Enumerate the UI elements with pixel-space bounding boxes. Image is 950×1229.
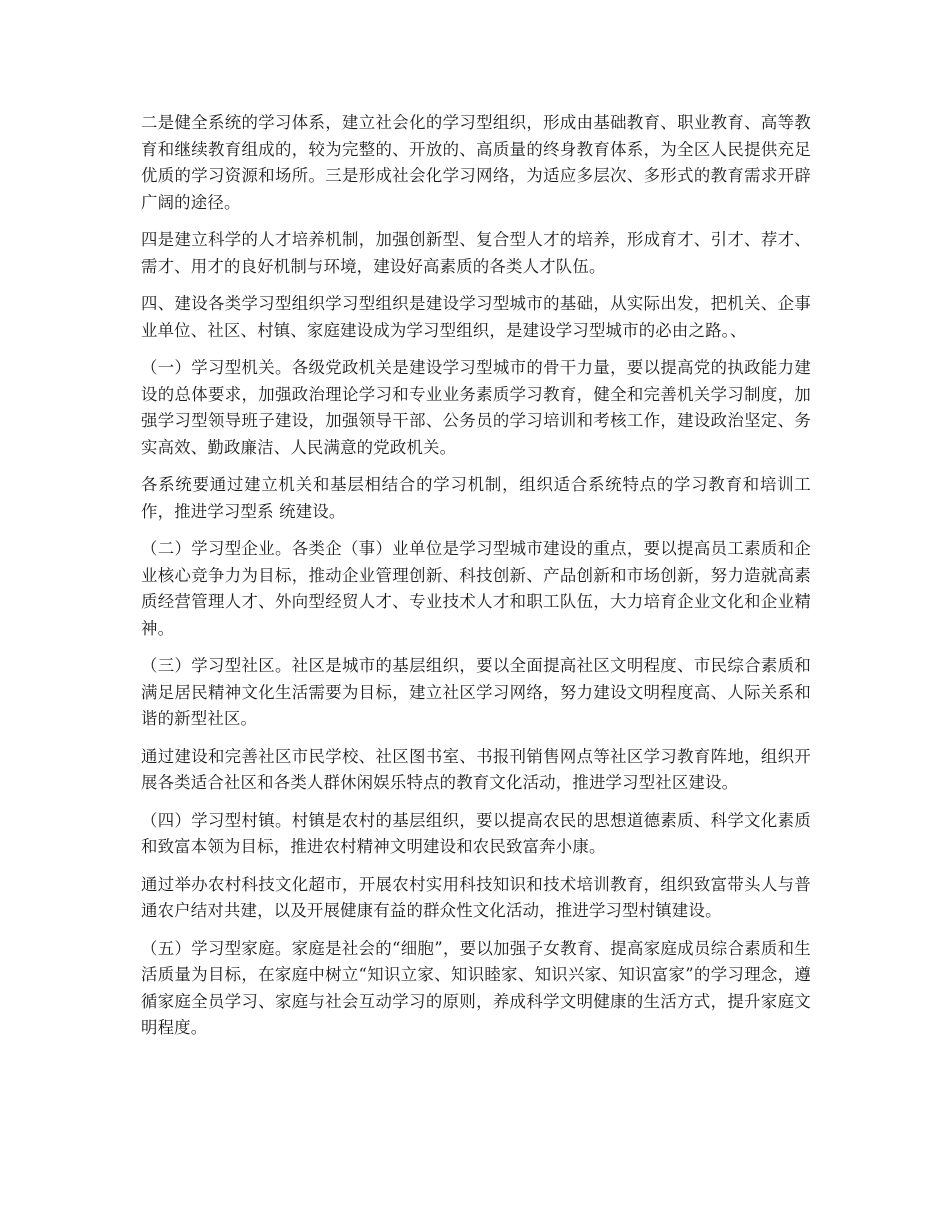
paragraph-8: 通过建设和完善社区市民学校、社区图书室、书报刊销售网点等社区学习教育阵地，组织开展各类适合社区和各类人群休闲娱乐特点的教育文化活动，推进学习型社区建设。 bbox=[141, 746, 811, 792]
paragraph-9: （四）学习型村镇。村镇是农村的基层组织，要以提高农民的思想道德素质、科学文化素质和致富本领为目标，推进农村精神文明建设和农民致富奔小康。 bbox=[141, 810, 811, 856]
paragraph-2: 四是建立科学的人才培养机制，加强创新型、复合型人才的培养，形成育才、引才、荐才、需才、用才的良好机制与环境，建设好高素质的各类人才队伍。 bbox=[141, 230, 811, 276]
paragraph-10: 通过举办农村科技文化超市，开展农村实用科技知识和技术培训教育，组织致富带头人与普通农户结对共建，以及开展健康有益的群众性文化活动，推进学习型村镇建设。 bbox=[141, 874, 811, 920]
paragraph-3: 四、建设各类学习型组织学习型组织是建设学习型城市的基础，从实际出发，把机关、企事业单位、社区、村镇、家庭建设成为学习型组织，是建设学习型城市的必由之路。、 bbox=[141, 294, 811, 340]
paragraph-1: 二是健全系统的学习体系，建立社会化的学习型组织，形成由基础教育、职业教育、高等教育和继续教育组成的，较为完整的、开放的、高质量的终身教育体系，为全区人民提供充足优质的学习资源和场所。三是形成社会化学习网络，为适应多层次、多形式的教育需求开辟广阔的途径。 bbox=[141, 113, 811, 212]
paragraph-6: （二）学习型企业。各类企（事）业单位是学习型城市建设的重点，要以提高员工素质和企业核心竞争力为目标，推动企业管理创新、科技创新、产品创新和市场创新，努力造就高素质经营管理人才、外向型经贸人才、专业技术人才和职工队伍，大力培育企业文化和企业精神。 bbox=[141, 539, 811, 638]
paragraph-7: （三）学习型社区。社区是城市的基层组织，要以全面提高社区文明程度、市民综合素质和满足居民精神文化生活需要为目标，建立社区学习网络，努力建设文明程度高、人际关系和谐的新型社区。 bbox=[141, 656, 811, 728]
document-page bbox=[141, 110, 811, 1053]
paragraph-11: （五）学习型家庭。家庭是社会的“细胞”，要以加强子女教育、提高家庭成员综合素质和生活质量为目标，在家庭中树立“知识立家、知识睦家、知识兴家、知识富家”的学习理念，遵循家庭全员学习、家庭与社会互动学习的原则，养成科学文明健康的生活方式，提升家庭文明程度。 bbox=[141, 938, 811, 1037]
paragraph-4: （一）学习型机关。各级党政机关是建设学习型城市的骨干力量，要以提高党的执政能力建设的总体要求，加强政治理论学习和专业业务素质学习教育，健全和完善机关学习制度，加强学习型领导班子建设，加强领导干部、公务员的学习培训和考核工作，建设政治坚定、务实高效、勤政廉洁、人民满意的党政机关。 bbox=[141, 358, 811, 457]
paragraph-5: 各系统要通过建立机关和基层相结合的学习机制，组织适合系统特点的学习教育和培训工作，推进学习型系 统建设。 bbox=[141, 475, 811, 521]
